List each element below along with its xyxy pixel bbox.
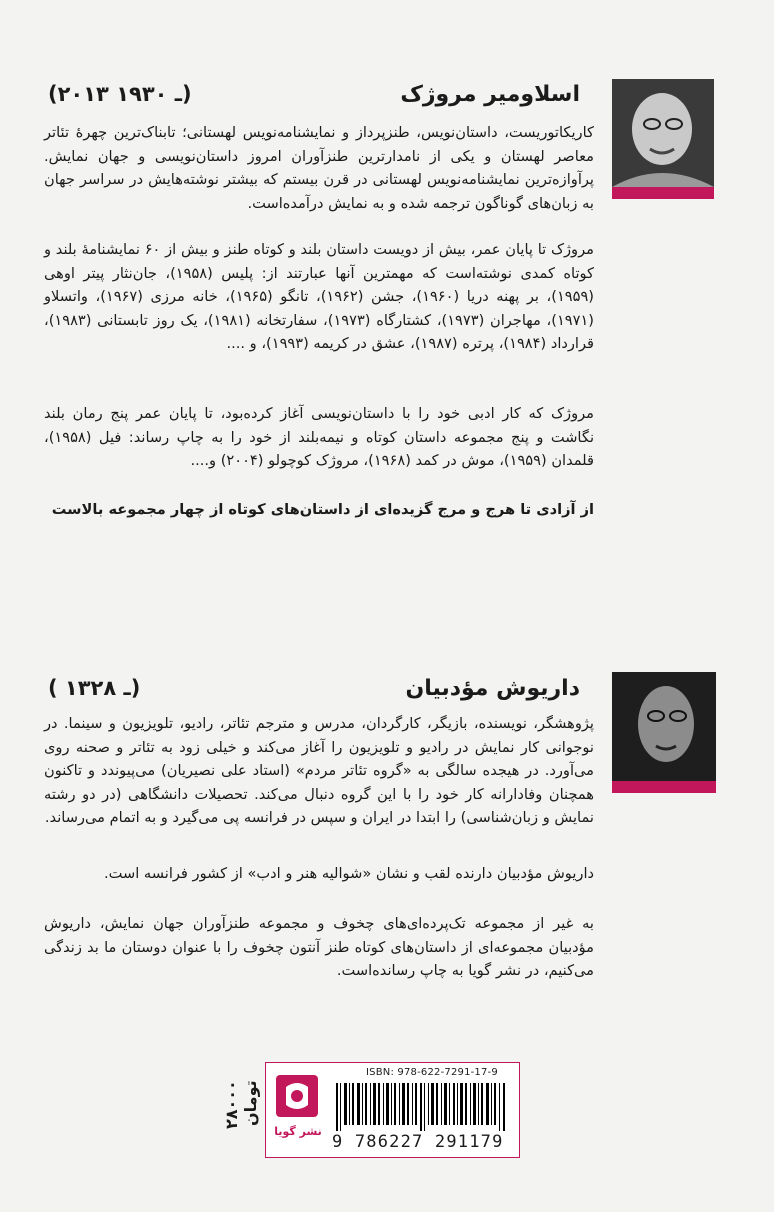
price-label: ۲۸۰۰۰ تومان: [222, 1080, 260, 1129]
isbn-number: ISBN: 978-622-7291-17-9: [366, 1067, 498, 1078]
barcode-image: [336, 1083, 508, 1131]
author1-name: اسلاومیر مروژک: [400, 82, 580, 107]
author2-bio-3: به غیر از مجموعه تک‌پرده‌ای‌های چخوف و مجموعه طنزآوران جهان نمایش، داریوش مؤدبیان مجموعه‌ای از داستان‌های کوتاه طنز آنتون چخوف را با عنوان دوستان ما بد زندگی می‌کنیم، در نشر گویا به چاپ رسانده‌است.: [44, 915, 594, 979]
author2-photo: [612, 672, 716, 793]
author1-bio-4: از آزادی تا هرج و مرج گزیده‌ای از داستان‌های کوتاه از چهار مجموعه بالاست: [51, 501, 594, 518]
barcode-digits: 9 786227 291179: [332, 1132, 504, 1152]
photo-accent-band: [612, 187, 714, 199]
author1-photo: [612, 79, 714, 199]
author2-name: داریوش مؤدبیان: [405, 676, 580, 701]
author2-bio-1: پژوهشگر، نویسنده، بازیگر، کارگردان، مدرس و مترجم تئاتر، رادیو، تلویزیون و سینما. در نوجوانی کار نمایش در رادیو و تلویزیون را آغاز می‌کند و خیلی زود به تئاتر و صحنه روی می‌آورد. در هیجده سالگی به «گروه تئاتر مردم» (استاد علی نصیریان) می‌پیوندد و تاکنون همچنان وفادارانه کار خود را با این گروه دنبال می‌کند. تحصیلات دانشگاهی (در دو رشته نمایش و زبان‌شناسی) را ابتدا در ایران و سپس در فرانسه پی می‌گیرد و به اتمام می‌رساند.: [44, 715, 594, 826]
author1-bio-1: کاریکاتوریست، داستان‌نویس، طنزپرداز و نمایشنامه‌نویس لهستانی؛ تابناک‌ترین چهرهٔ تئاتر معاصر لهستان و یکی از نامدارترین طنزآوران امروز داستان‌نویسی و جهان نمایش. پرآوازه‌ترین نمایشنامه‌نویس لهستانی در قرن بیستم که بیشتر نوشته‌هایش در سراسر جهان به زبان‌های گوناگون ترجمه شده و به نمایش درآمده‌است.: [44, 124, 594, 212]
author1-bio-2: مروژک تا پایان عمر، بیش از دویست داستان بلند و کوتاه طنز و بیش از ۶۰ نمایشنامهٔ بلند و کوتاه کمدی نوشته‌است که مهمترین آنها عبارتند از: پلیس (۱۹۵۸)، جان‌نثار پیتر اوهی (۱۹۵۹)، بر پهنه دریا (۱۹۶۰)، جشن (۱۹۶۲)، تانگو (۱۹۶۵)، خانه مرزی (۱۹۶۷)، واتسلاو (۱۹۷۱)، مهاجران (۱۹۷۳)، کشتارگاه (۱۹۷۳)، سفارتخانه (۱۹۸۱)، یک روز تابستانی (۱۹۸۳)، قرارداد (۱۹۸۴)، پرتره (۱۹۸۷)، عشق در کریمه (۱۹۹۳)، و ....: [44, 241, 595, 352]
publisher-name: نشر گویا: [274, 1125, 322, 1138]
author1-years: (۲۰۱۳ ـ ۱۹۳۰): [48, 82, 192, 106]
photo-accent-band: [612, 781, 716, 793]
author1-bio-3: مروژک که کار ادبی خود را با داستان‌نویسی آغاز کرده‌بود، تا پایان عمر پنج رمان بلند نگاشت و پنج مجموعه داستان کوتاه و نیمه‌بلند از خود را به چاپ رساند: فیل (۱۹۵۸)، قلمدان (۱۹۵۹)، موش در کمد (۱۹۶۸)، مروژک کوچولو (۲۰۰۴) و....: [44, 405, 594, 469]
author2-bio-2: داریوش مؤدبیان دارنده لقب و نشان «شوالیه هنر و ادب» از کشور فرانسه است.: [104, 865, 594, 882]
isbn-barcode-box: [265, 1062, 520, 1158]
publisher-logo: [276, 1075, 318, 1117]
author2-years: ( ـ ۱۳۲۸): [48, 676, 141, 700]
